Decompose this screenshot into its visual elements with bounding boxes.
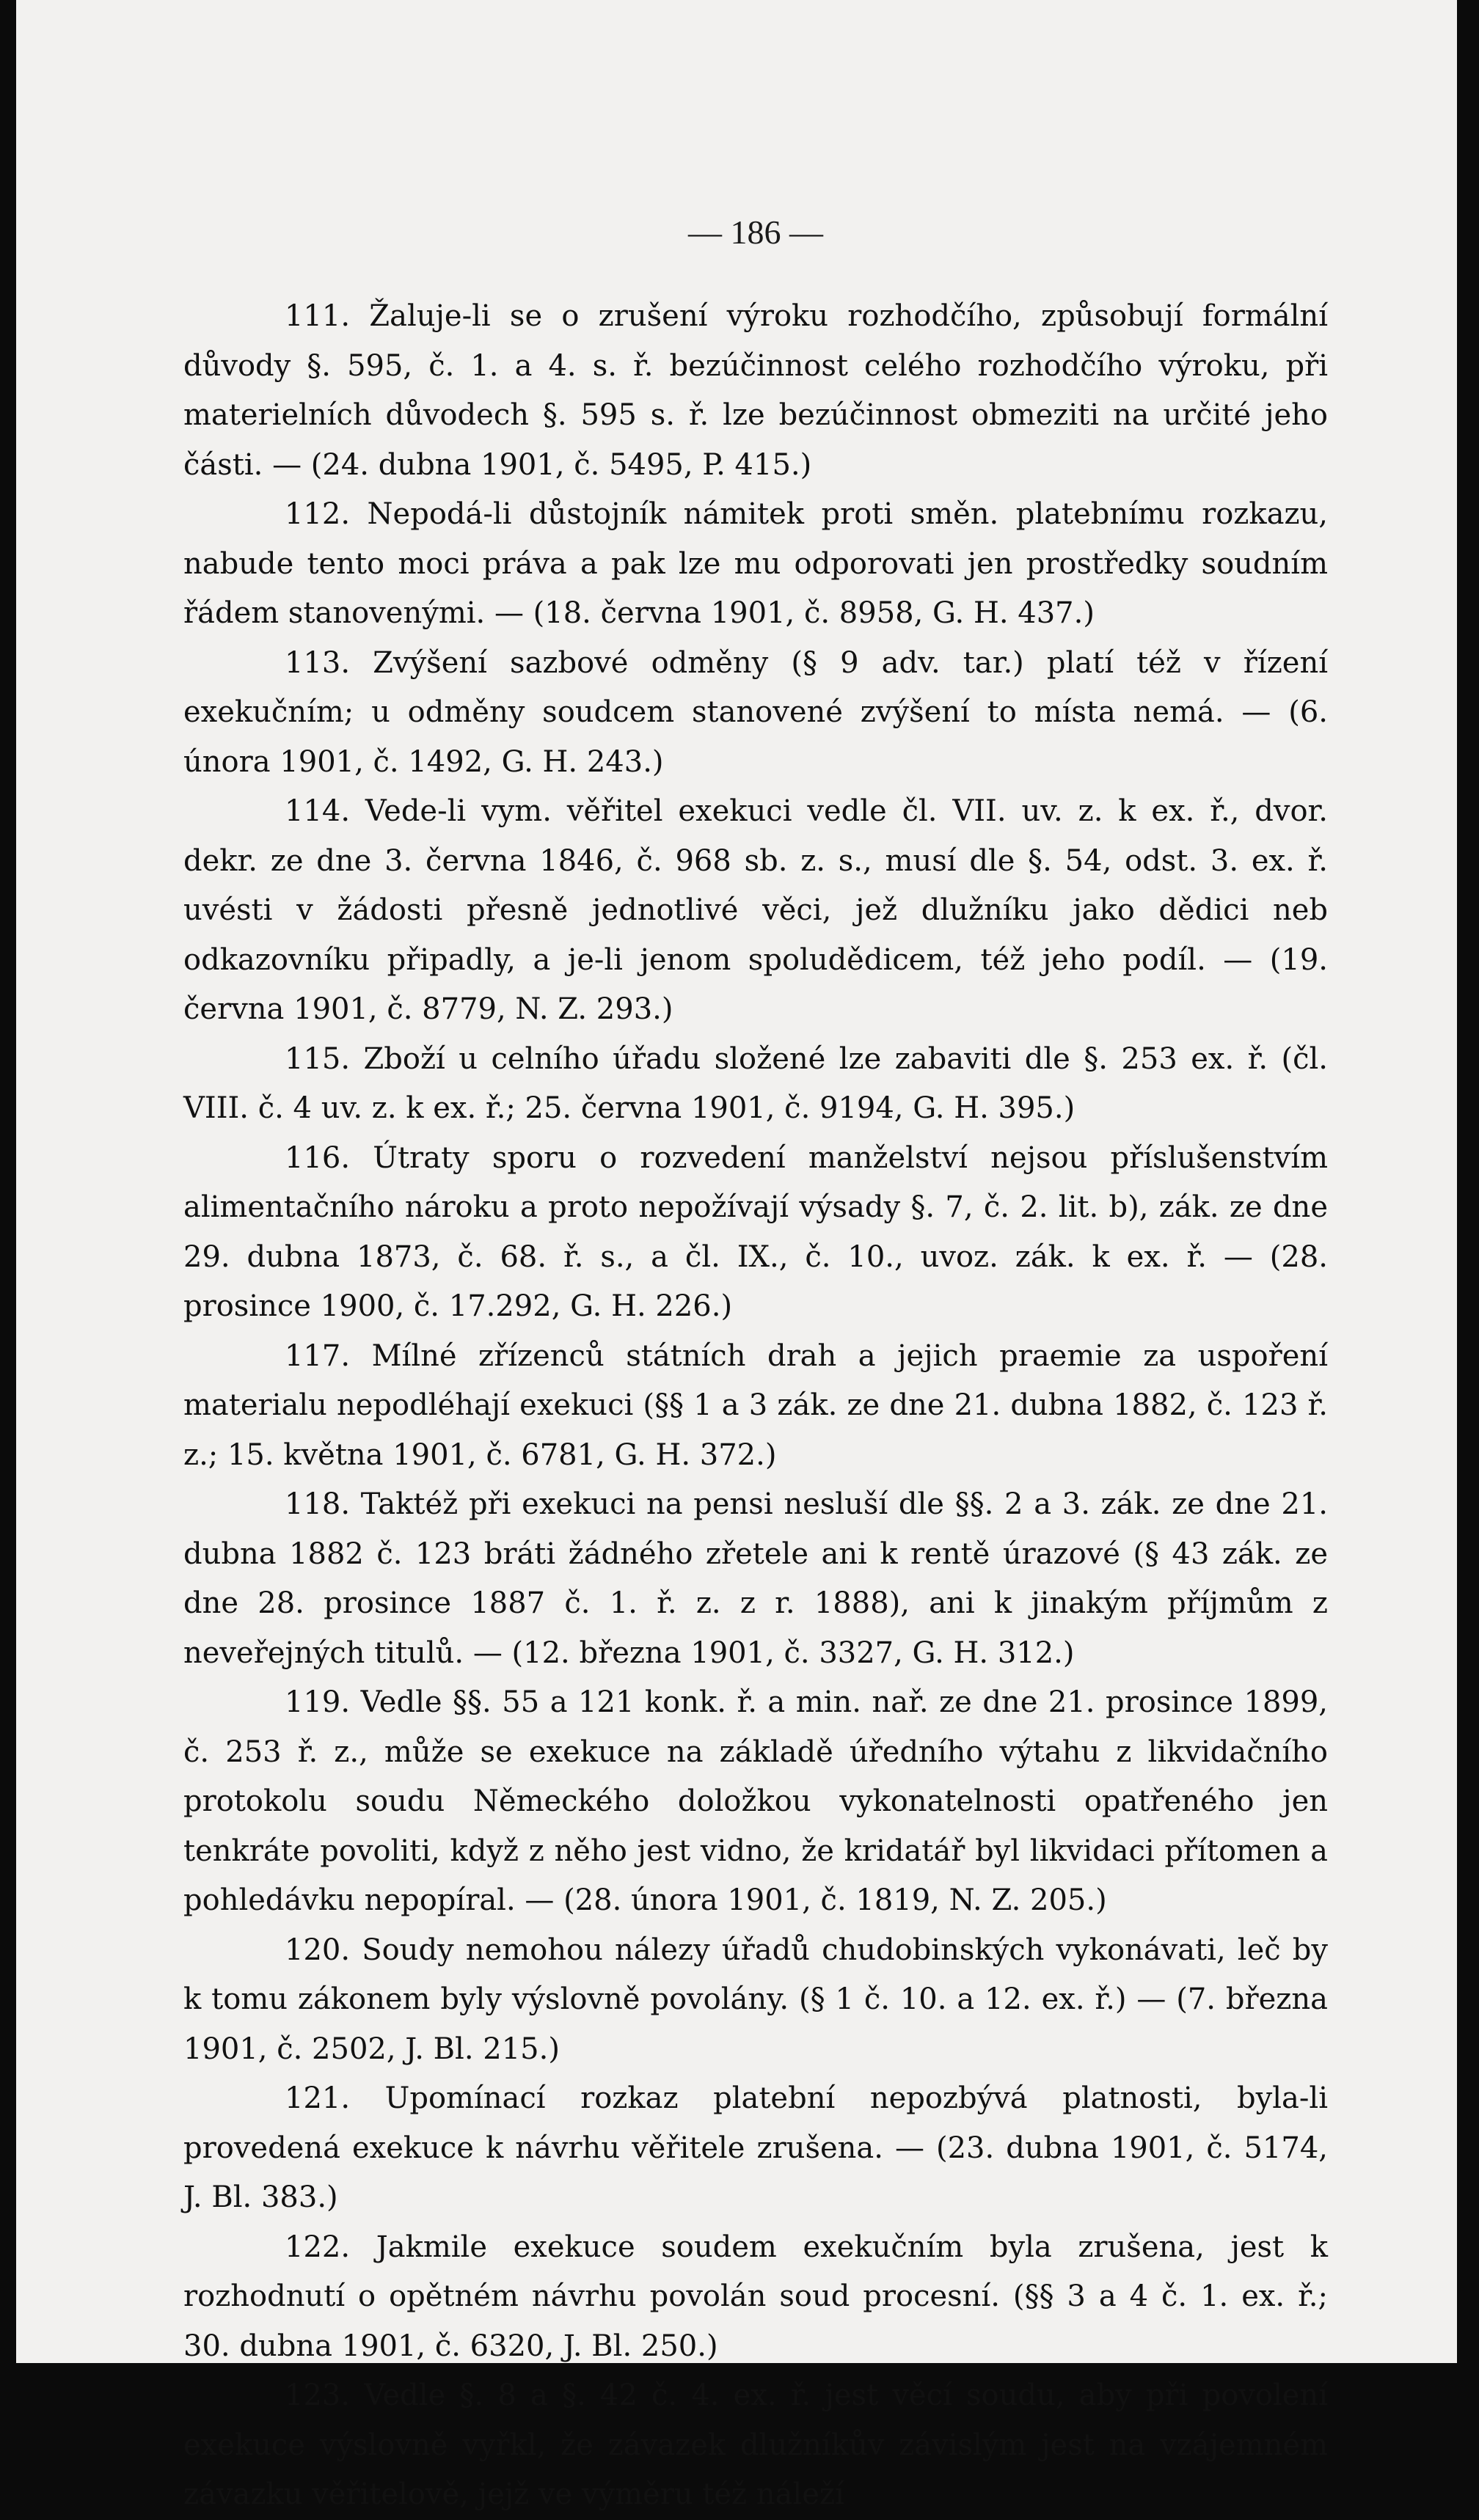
paragraph-123: 123. Vedle §. 8 a §. 42 č. 4. ex. ř. jest věcí soudu, aby při povolení exekuce výslovně vyřkl, že závazek dlužníkův závislým jest na vzájemném závazku věřitelově, jejž ve výměru též náleží	[183, 2378, 1328, 2511]
paragraph-112: 112. Nepodá-li důstojník námitek proti směn. platebnímu rozkazu, nabude tento moci práva a pak lze mu odporovati jen prostředky soudním řádem stanovenými. — (18. června 1901, č. 8958, G. H. 437.)	[183, 497, 1328, 630]
paragraph-111: 111. Žaluje-li se o zrušení výroku rozhodčího, způsobují formální důvody §. 595, č. 1. a 4. s. ř. bezúčinnost celého rozhodčího výroku, při materielních důvodech §. 595 s. ř. lze bezúčinnost obmeziti na určité jeho části. — (24. dubna 1901, č. 5495, P. 415.)	[183, 299, 1328, 482]
body-text	[183, 292, 1328, 2520]
paragraph-113: 113. Zvýšení sazbové odměny (§ 9 adv. tar.) platí též v řízení exekučním; u odměny soudcem stanovené zvýšení to místa nemá. — (6. února 1901, č. 1492, G. H. 243.)	[183, 645, 1328, 779]
paragraph-121: 121. Upomínací rozkaz platební nepozbývá platnosti, byla-li provedená exekuce k návrhu věřitele zrušena. — (23. dubna 1901, č. 5174, J. Bl. 383.)	[183, 2081, 1328, 2214]
paragraph-122: 122. Jakmile exekuce soudem exekučním byla zrušena, jest k rozhodnutí o opětném návrhu povolán soud procesní. (§§ 3 a 4 č. 1. ex. ř.; 30. dubna 1901, č. 6320, J. Bl. 250.)	[183, 2230, 1328, 2363]
paragraph-117: 117. Mílné zřízenců státních drah a jejich praemie za uspoření materialu nepodléhají exekuci (§§ 1 a 3 zák. ze dne 21. dubna 1882, č. 123 ř. z.; 15. května 1901, č. 6781, G. H. 372.)	[183, 1338, 1328, 1472]
paragraph-115: 115. Zboží u celního úřadu složené lze zabaviti dle §. 253 ex. ř. (čl. VIII. č. 4 uv. z. k ex. ř.; 25. června 1901, č. 9194, G. H. 395.)	[183, 1041, 1328, 1125]
book-page	[16, 0, 1457, 2511]
paragraph-118: 118. Taktéž při exekuci na pensi nesluší dle §§. 2 a 3. zák. ze dne 21. dubna 1882 č. 123 bráti žádného zřetele ani k rentě úrazové (§ 43 zák. ze dne 28. prosince 1887 č. 1. ř. z. z r. 1888), ani k jinakým příjmům z neveřejných titulů. — (12. března 1901, č. 3327, G. H. 312.)	[183, 1487, 1328, 1670]
paragraph-114: 114. Vede-li vym. věřitel exekuci vedle čl. VII. uv. z. k ex. ř., dvor. dekr. ze dne 3. června 1846, č. 968 sb. z. s., musí dle §. 54, odst. 3. ex. ř. uvésti v žádosti přesně jednotlivé věci, jež dlužníku jako dědici neb odkazovníku připadly, a je-li jenom spoludědicem, též jeho podíl. — (19. června 1901, č. 8779, N. Z. 293.)	[183, 794, 1328, 1026]
paragraph-116: 116. Útraty sporu o rozvedení manželství nejsou příslušenstvím alimentačního nároku a proto nepožívají výsady §. 7, č. 2. lit. b), zák. ze dne 29. dubna 1873, č. 68. ř. s., a čl. IX., č. 10., uvoz. zák. k ex. ř. — (28. prosince 1900, č. 17.292, G. H. 226.)	[183, 1140, 1328, 1323]
page-number: — 186 —	[688, 213, 823, 251]
paragraph-120: 120. Soudy nemohou nálezy úřadů chudobinských vykonávati, leč by k tomu zákonem byly výslovně povolány. (§ 1 č. 10. a 12. ex. ř.) — (7. března 1901, č. 2502, J. Bl. 215.)	[183, 1933, 1328, 2066]
paragraph-119: 119. Vedle §§. 55 a 121 konk. ř. a min. nař. ze dne 21. prosince 1899, č. 253 ř. z., může se exekuce na základě úředního výtahu z likvidačního protokolu soudu Německého doložkou vykonatelnosti opatřeného jen tenkráte povoliti, když z něho jest vidno, že kridatář byl likvidaci přítomen a pohledávku nepopíral. — (28. února 1901, č. 1819, N. Z. 205.)	[183, 1685, 1328, 1917]
